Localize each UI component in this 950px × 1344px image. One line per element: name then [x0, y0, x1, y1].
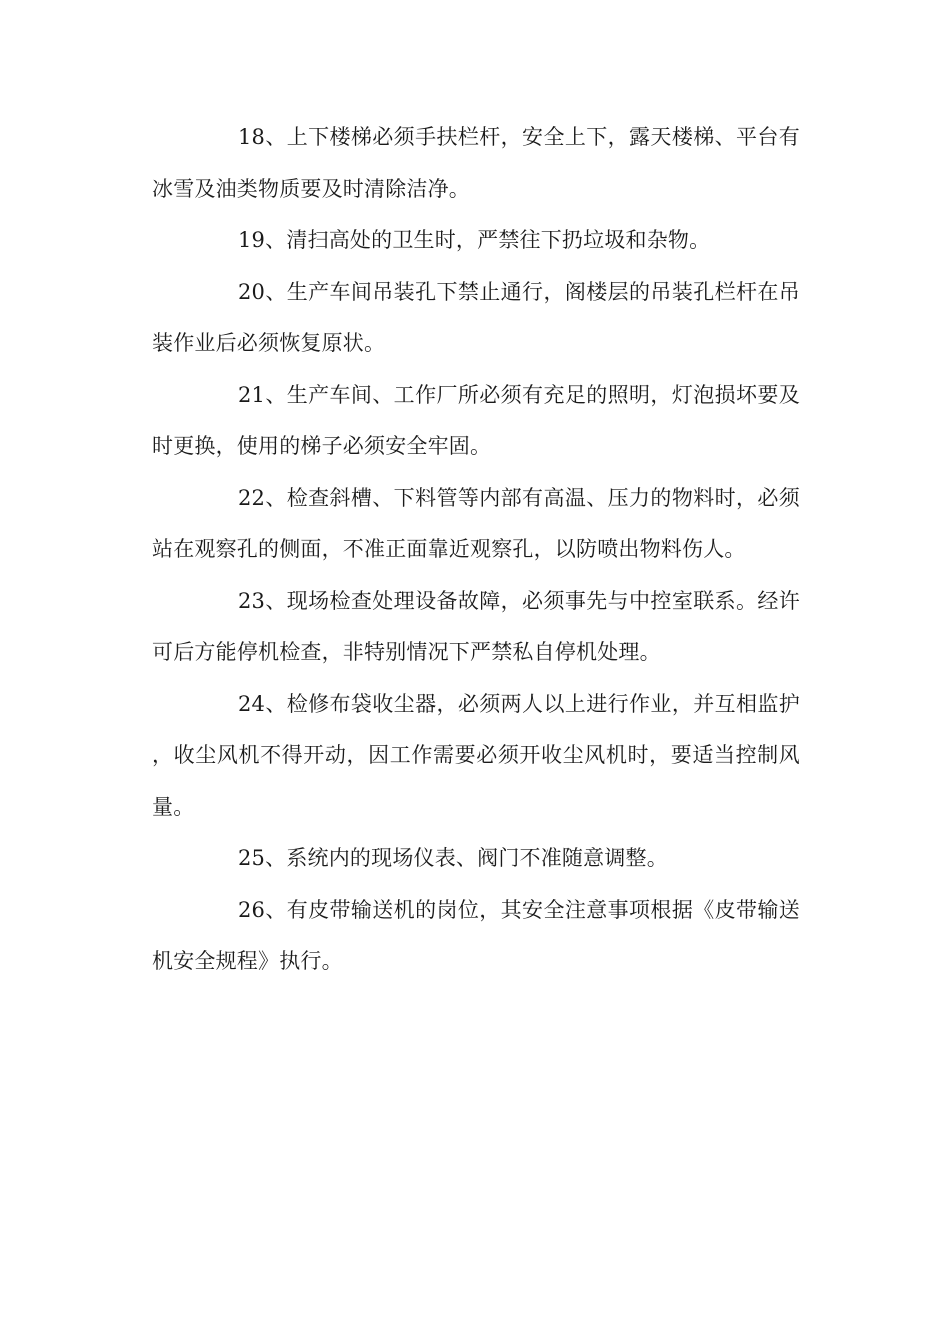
- paragraph-22: 22、检查斜槽、下料管等内部有高温、压力的物料时，必须站在观察孔的侧面，不准正面靠近观察孔，以防喷出物料伤人。: [152, 485, 800, 561]
- paragraph-18: 18、上下楼梯必须手扶栏杆，安全上下，露天楼梯、平台有冰雪及油类物质要及时清除洁净。: [152, 125, 800, 201]
- paragraph-23: 23、现场检查处理设备故障，必须事先与中控室联系。经许可后方能停机检查，非特别情况下严禁私自停机处理。: [152, 588, 800, 664]
- paragraph-20: 20、生产车间吊装孔下禁止通行，阁楼层的吊装孔栏杆在吊装作业后必须恢复原状。: [152, 279, 800, 355]
- paragraph-25: 25、系统内的现场仪表、阀门不准随意调整。: [238, 846, 668, 870]
- paragraph-21: 21、生产车间、工作厂所必须有充足的照明，灯泡损坏要及时更换，使用的梯子必须安全牢固。: [152, 382, 800, 458]
- paragraph-24: 24、检修布袋收尘器，必须两人以上进行作业，并互相监护，收尘风机不得开动，因工作需要必须开收尘风机时，要适当控制风量。: [152, 691, 800, 819]
- paragraph-19: 19、清扫高处的卫生时，严禁往下扔垃圾和杂物。: [238, 228, 711, 252]
- paragraph-26: 26、有皮带输送机的岗位，其安全注意事项根据《皮带输送机安全规程》执行。: [152, 897, 800, 973]
- document-body: [152, 112, 800, 988]
